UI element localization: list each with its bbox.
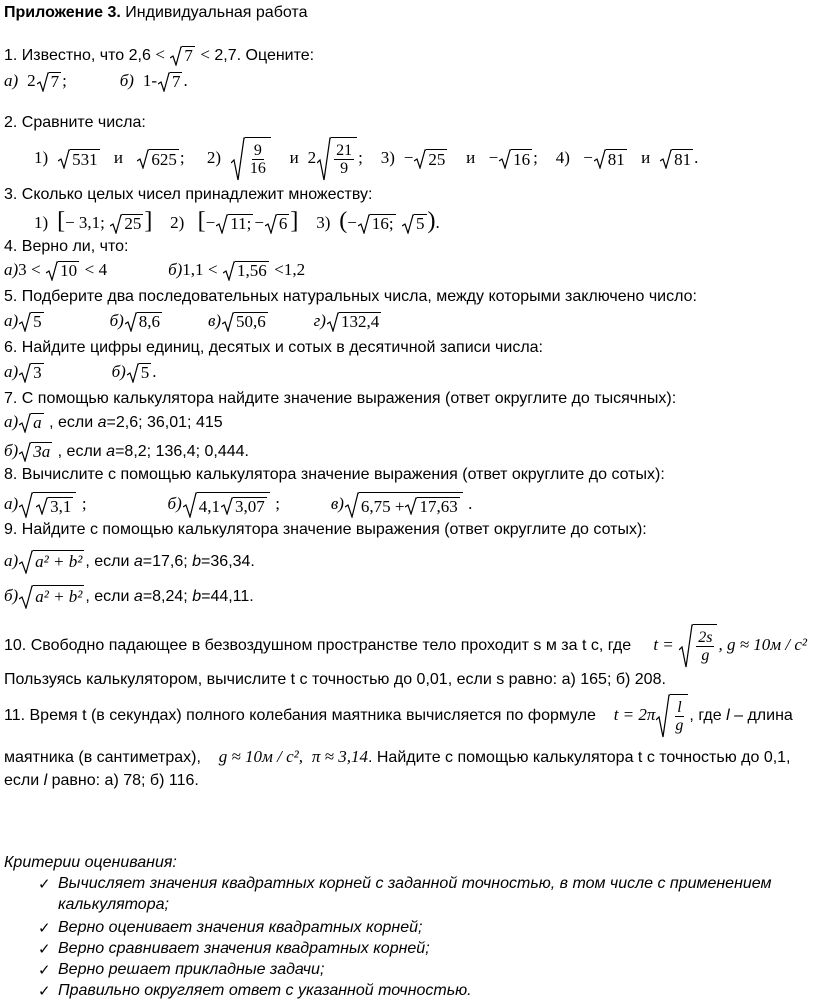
q9-text: 9. Найдите с помощью калькулятора значение выражения (ответ округлите до сотых): [4,521,647,538]
sqrt-icon [19,442,52,462]
q9-a-expr: a² + b² [33,550,84,574]
q5-a-label: а) [4,311,19,330]
q7-a-label: а) [4,412,19,431]
q2-p1-label: 1) [34,148,49,168]
criteria-item-1-cont: калькулятора; [58,896,169,913]
q4-a-lt1: < [31,260,41,279]
q11-after: , где [689,707,727,724]
q3-items [34,209,440,236]
check-icon: ✓ [38,940,51,958]
q3-s2-b: 6 [278,214,288,234]
q7-a-rad: a [33,413,42,433]
sqrt-icon [110,214,143,234]
q7-b-var: а [106,443,116,460]
q2-p4-a: 81 [607,149,625,169]
q9-b-expr: a² + b² [33,585,84,609]
q8-b2: 3,07 [234,497,265,517]
q3-s1-label: 1) [34,213,49,232]
q8-c-end: . [468,494,473,513]
q2-p2-rad2 [331,137,357,181]
q2-p2-label: 2) [206,148,221,168]
title-bold: Приложение 3. [4,4,121,21]
q2-text: 2. Сравните числа: [4,114,146,131]
sqrt-icon [414,149,447,169]
q4-a-rad: 10 [60,261,78,281]
sqrt-icon [183,492,270,518]
sqrt-icon [58,149,100,169]
q10-lead: 10. Свободно падающее в безвоздушном пространстве тело проходит s м за t с, где [4,637,632,654]
q4-b-lt1: < [208,260,218,279]
q4-b-right: 1,2 [283,260,306,279]
q8-c1: 6,75 + [360,496,405,516]
q9-a-label: а) [4,551,19,570]
q6-items [4,362,157,383]
sqrt-icon [402,214,427,234]
q2-semi-2: ; [358,148,363,168]
sqrt-icon [19,550,84,574]
q10-den: g [701,646,710,664]
q4-a-left: 3 [18,260,27,279]
q8-text: 8. Вычислите с помощью калькулятора значение выражения (ответ округлите до сотых): [4,466,665,483]
q10-line2: Пользуясь калькулятором, вычислите t с точностью до 0,01, если s равно: а) 165; б) 208. [4,671,666,688]
sqrt-icon [223,261,269,281]
q9-b-v1: а [133,588,143,605]
q2-p2-num: 9 [253,142,262,159]
sqrt-icon [660,149,693,169]
sqrt-icon [499,149,532,169]
right-bracket-icon: ] [290,208,299,234]
q11-line3-a: если [4,772,44,789]
q2-p3-label: 3) [380,148,395,168]
q4-items [4,260,305,281]
criteria-item-3: Верно сравнивает значения квадратных корней; [58,940,430,957]
q9-b-label: б) [4,586,19,605]
q5-d-label: г) [313,311,326,330]
q7-a-var: а [97,414,107,431]
q2-and-4: и [641,148,651,168]
q7-b-rad: 3a [33,442,51,462]
q4-b-left: 1,1 [182,260,204,279]
q2-p2-rad [245,137,271,181]
q11-line3 [4,771,199,791]
sqrt-icon [46,261,79,281]
q4-b-label: б) [168,260,183,279]
q6-b: 5 [140,363,150,383]
title-rest: Индивидуальная работа [120,4,308,21]
q11-rad [670,694,688,738]
q9-b-tail1: , если [85,588,134,605]
q2-p2-fraction2 [334,142,354,177]
q11-num: l [677,698,682,716]
q6-a-label: а) [4,362,19,381]
q3-s2-minus2: − [254,213,264,232]
q2-p2-fraction [248,142,268,177]
sqrt-icon [327,312,381,332]
sqrt-icon [19,312,44,332]
q2-p2-coef: 2 [307,148,317,168]
q1-a-end: ; [62,71,67,90]
sqrt-icon [19,585,84,609]
q6-a: 3 [33,363,42,383]
q9-a [4,548,255,575]
right-bracket-icon: ] [144,208,153,234]
criteria-title: Критерии оценивания: [4,854,177,871]
q10-t-eq: t = [653,635,674,654]
q9-b-tail2: =8,24; [142,588,193,605]
q2-p4-label: 4) [555,148,570,168]
q8-a-rad: 3,1 [50,497,72,517]
q9-b-v2: b [192,588,202,605]
q11-den: g [675,716,684,734]
sqrt-icon [37,72,62,92]
left-paren-icon: ( [339,208,348,234]
q2-dot: . [694,148,699,168]
q11-t-eq: t = 2π [613,705,656,724]
q5-b-label: б) [109,311,124,330]
q9-a-tail3: =36,34. [201,553,255,570]
q7-a-tail1: , если [44,414,98,431]
sqrt-icon [656,694,688,738]
sqrt-icon [345,492,463,518]
q8-c2: 17,63 [419,497,458,517]
q11-line3-b: равно: а) 78; б) 116. [47,772,199,789]
q8-a-label: а) [4,494,19,513]
q1-b-rad: 7 [171,72,181,92]
q5-text: 5. Подберите два последовательных натуральных числа, между которыми заключено число: [4,288,697,305]
q11-line2-a: маятника (в сантиметрах), [4,749,201,766]
q5-d: 132,4 [340,312,380,332]
q9-a-tail1: , если [85,553,134,570]
q7-b [4,441,249,462]
sqrt-icon [127,363,152,383]
sqrt-icon [317,137,357,181]
q8-items [4,490,472,519]
check-icon: ✓ [38,919,51,937]
q5-c-label: в) [207,311,221,330]
q7-b-tail2: =8,2; 136,4; 0,444. [115,443,249,460]
q9-a-v2: b [192,553,202,570]
sqrt-icon [137,149,179,169]
sqrt-icon [679,624,717,668]
q11-g-part: g ≈ 10м / с², [218,747,303,766]
q10-fraction [696,629,714,664]
sqrt-icon [125,312,162,332]
q3-s2-a: 11; [230,214,252,234]
q9-b-tail3: =44,11. [201,588,254,605]
q3-text: 3. Сколько целых чисел принадлежит множеству: [4,186,373,203]
sqrt-icon [170,46,195,66]
q1-b-end: . [183,71,188,90]
sqrt-icon [358,214,396,234]
page-title [4,3,307,23]
q1-rad: 7 [184,46,193,66]
q11-line2 [4,747,791,768]
criteria-item-5: Правильно округляет ответ с указанной точностью. [58,982,472,999]
q3-s3-minus: − [347,213,357,232]
q1-b-label: б) [119,71,134,90]
q11-l-var: l [726,707,730,724]
q2-minus-1: − [403,148,414,168]
q4-b-lt2: < [274,260,284,279]
q2-p1-b: 625 [151,149,177,169]
criteria-item-2: Верно оценивает значения квадратных корней; [58,919,423,936]
q3-s3-label: 3) [316,213,331,232]
q11-after2: – длина [729,707,793,724]
q2-p1-a: 531 [72,149,98,169]
q1-lt2: < [200,45,210,64]
check-icon: ✓ [38,875,51,893]
sqrt-icon [231,137,271,181]
criteria-item-4: Верно решает прикладные задачи; [58,961,325,978]
sqrt-icon [405,497,459,516]
q11-line3-var: l [43,772,48,789]
q2-p2-num2: 21 [336,142,353,159]
q5-a: 5 [33,312,42,332]
q8-b-outer [197,492,270,518]
q11-lead: 11. Время t (в секундах) полного колебания маятника вычисляется по формуле [4,707,596,724]
sqrt-icon [594,149,627,169]
q1-lead: 1. Известно, что 2,6 [4,47,151,64]
sqrt-icon [19,363,44,383]
right-paren-icon: ) [427,208,436,234]
q8-c-outer [359,492,463,518]
q2-semi-3: ; [533,148,538,168]
sqrt-icon [222,312,268,332]
q11-fraction [673,699,685,734]
q2-and-1: и [113,148,124,168]
q2-minus-2: − [488,148,499,168]
q1-b-pre: 1- [142,71,157,90]
sqrt-icon [221,497,267,516]
q1-text [4,45,314,66]
q2-and-3: и [466,148,476,168]
q11-pi-part: π ≈ 3,14 [311,747,368,766]
q9-b [4,583,254,610]
q5-b: 8,6 [138,312,161,332]
q3-s3-b: 16; [371,214,394,234]
q8-b-end: ; [275,494,280,513]
q7-b-tail1: , если [53,443,107,460]
sqrt-icon [19,413,44,433]
sqrt-icon [36,497,73,516]
q3-dot: . [435,213,440,232]
q2-p4-b: 81 [674,149,692,169]
sqrt-icon [216,214,253,234]
q4-b-rad: 1,56 [237,261,267,281]
q9-a-v1: а [133,553,143,570]
q7-a [4,412,223,433]
q10-num: 2s [698,628,713,646]
criteria-item-1: Вычисляет значения квадратных корней с заданной точностью, в том числе с применением [58,875,772,892]
q8-a-outer [33,492,76,518]
q7-a-tail2: =2,6; 36,01; 415 [106,414,223,431]
q7-b-label: б) [4,441,19,460]
q5-c: 50,6 [236,312,266,332]
sqrt-icon [19,492,76,518]
q6-b-label: б) [111,362,126,381]
q10-rad [693,624,717,668]
q1-options [4,71,188,92]
q2-minus-3: − [583,148,593,168]
q2-items [34,137,698,181]
check-icon: ✓ [38,961,51,979]
check-icon: ✓ [38,982,51,1000]
q4-a-right: 4 [98,260,108,279]
q1-a-rad: 7 [50,72,60,92]
q1-end: 2,7. Оцените: [214,47,315,64]
q11-line1 [4,690,793,741]
left-bracket-icon: [ [57,208,66,234]
q1-a-coef: 2 [27,71,36,90]
q7-text: 7. С помощью калькулятора найдите значение выражения (ответ округлите до тысячных): [4,390,677,407]
q2-p3-a: 25 [428,149,446,169]
q4-text: 4. Верно ли, что: [4,238,129,255]
q3-s2-label: 2) [170,213,185,232]
q3-s1-b: 25 [124,214,142,234]
q8-b1: 4,1 [198,496,220,516]
q6-text: 6. Найдите цифры единиц, десятых и сотых в десятичной записи числа: [4,339,543,356]
q3-s1-a: − 3,1; [65,213,105,232]
q4-a-lt2: < [84,260,95,279]
q2-p3-b: 16 [513,149,531,169]
q8-c-label: в) [330,494,344,513]
q3-s3-c: 5 [416,214,425,234]
q2-p2-den2: 9 [340,160,349,177]
q2-and-2: и [289,148,299,168]
q8-b-label: б) [167,494,182,513]
sqrt-icon [265,214,290,234]
sqrt-icon [158,72,183,92]
q6-dot: . [152,362,157,381]
q2-p2-den: 16 [249,160,266,177]
q1-a-label: а) [4,71,19,90]
q1-lt1: < [155,45,165,64]
q3-s2-minus: − [205,213,216,232]
q4-a-label: а) [4,260,19,279]
q10-line1 [4,623,807,668]
q2-semi-1: ; [179,148,185,168]
q11-line2-b: . Найдите с помощью калькулятора t с точностью до 0,1, [367,749,791,766]
left-bracket-icon: [ [197,208,206,234]
q5-items [4,311,382,332]
q8-a-end: ; [81,494,87,513]
q9-a-tail2: =17,6; [142,553,193,570]
q10-g-part: , g ≈ 10м / с² [718,635,808,654]
